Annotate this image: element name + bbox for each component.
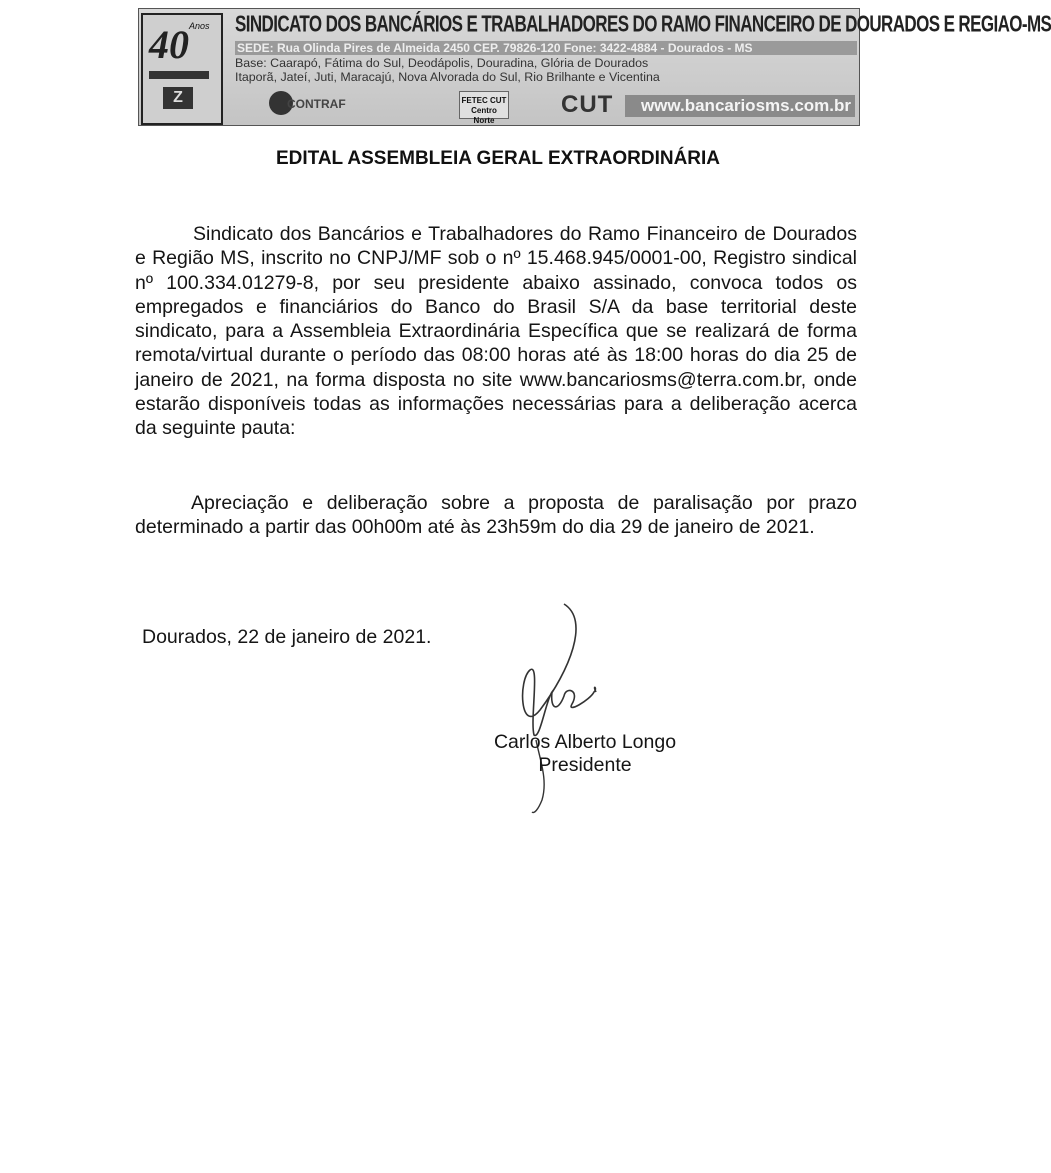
cut-logo: CUT [561, 91, 614, 118]
paragraph-agenda: Apreciação e deliberação sobre a proposta de paralisação por prazo determinado a partir das 00h00m até às 23h59m do dia 29 de janeiro de 2021. [135, 492, 857, 539]
document-title [0, 148, 950, 170]
fetec-logo [459, 91, 509, 125]
document-title-text: EDITAL ASSEMBLEIA GERAL EXTRAORDINÁRIA [275, 148, 721, 169]
letterhead-cities: Itaporã, Jateí, Juti, Maracajú, Nova Alvorada do Sul, Rio Brilhante e Vicentina [235, 70, 660, 84]
logo-banner [149, 71, 209, 79]
date-line: Dourados, 22 de janeiro de 2021. [142, 626, 432, 648]
letterhead-base: Base: Caarapó, Fátima do Sul, Deodápolis, Douradina, Glória de Dourados [235, 56, 649, 70]
signer-name: Carlos Alberto Longo [493, 731, 677, 753]
contraf-label: CONTRAF [287, 97, 346, 111]
paragraph-convocation: Sindicato dos Bancários e Trabalhadores do Ramo Financeiro de Dourados e Região MS, inscrito no CNPJ/MF sob o nº 15.468.945/0001-00, Registro sindical nº 100.334.01279-8, por seu presidente abaixo assinado, convoca todos os empregados e financiários do Banco do Brasil S/A da base territorial deste sindicato, para a Assembleia Extraordinária Específica que se realizará de forma remota/virtual durante o período das 08:00 horas até às 18:00 horas do dia 25 de janeiro de 2021, na forma disposta no site www.bancariosms@terra.com.br, onde estarão disponíveis todas as informações necessárias para a deliberação acerca da seguinte pauta: [135, 223, 857, 440]
signer-role: Presidente [538, 754, 632, 776]
fetec-sub-label: Centro Norte [471, 106, 497, 125]
fetec-label: FETEC CUT [461, 96, 507, 105]
logo-anos: Anos [189, 21, 210, 31]
letterhead-title: SINDICATO DOS BANCÁRIOS E TRABALHADORES DO RAMO FINANCEIRO DE DOURADOS E REGIAO-MS [235, 11, 1051, 37]
letterhead-address: SEDE: Rua Olinda Pires de Almeida 2450 CEP. 79826-120 Fone: 3422-4884 - Dourados - MS [235, 41, 857, 55]
letterhead [138, 8, 1051, 126]
letterhead-url: www.bancariosms.com.br [625, 95, 855, 117]
union-emblem-icon: Z [163, 87, 193, 109]
anniversary-logo [141, 13, 223, 125]
handwritten-signature [500, 600, 610, 820]
logo-number: 40 [149, 22, 189, 67]
